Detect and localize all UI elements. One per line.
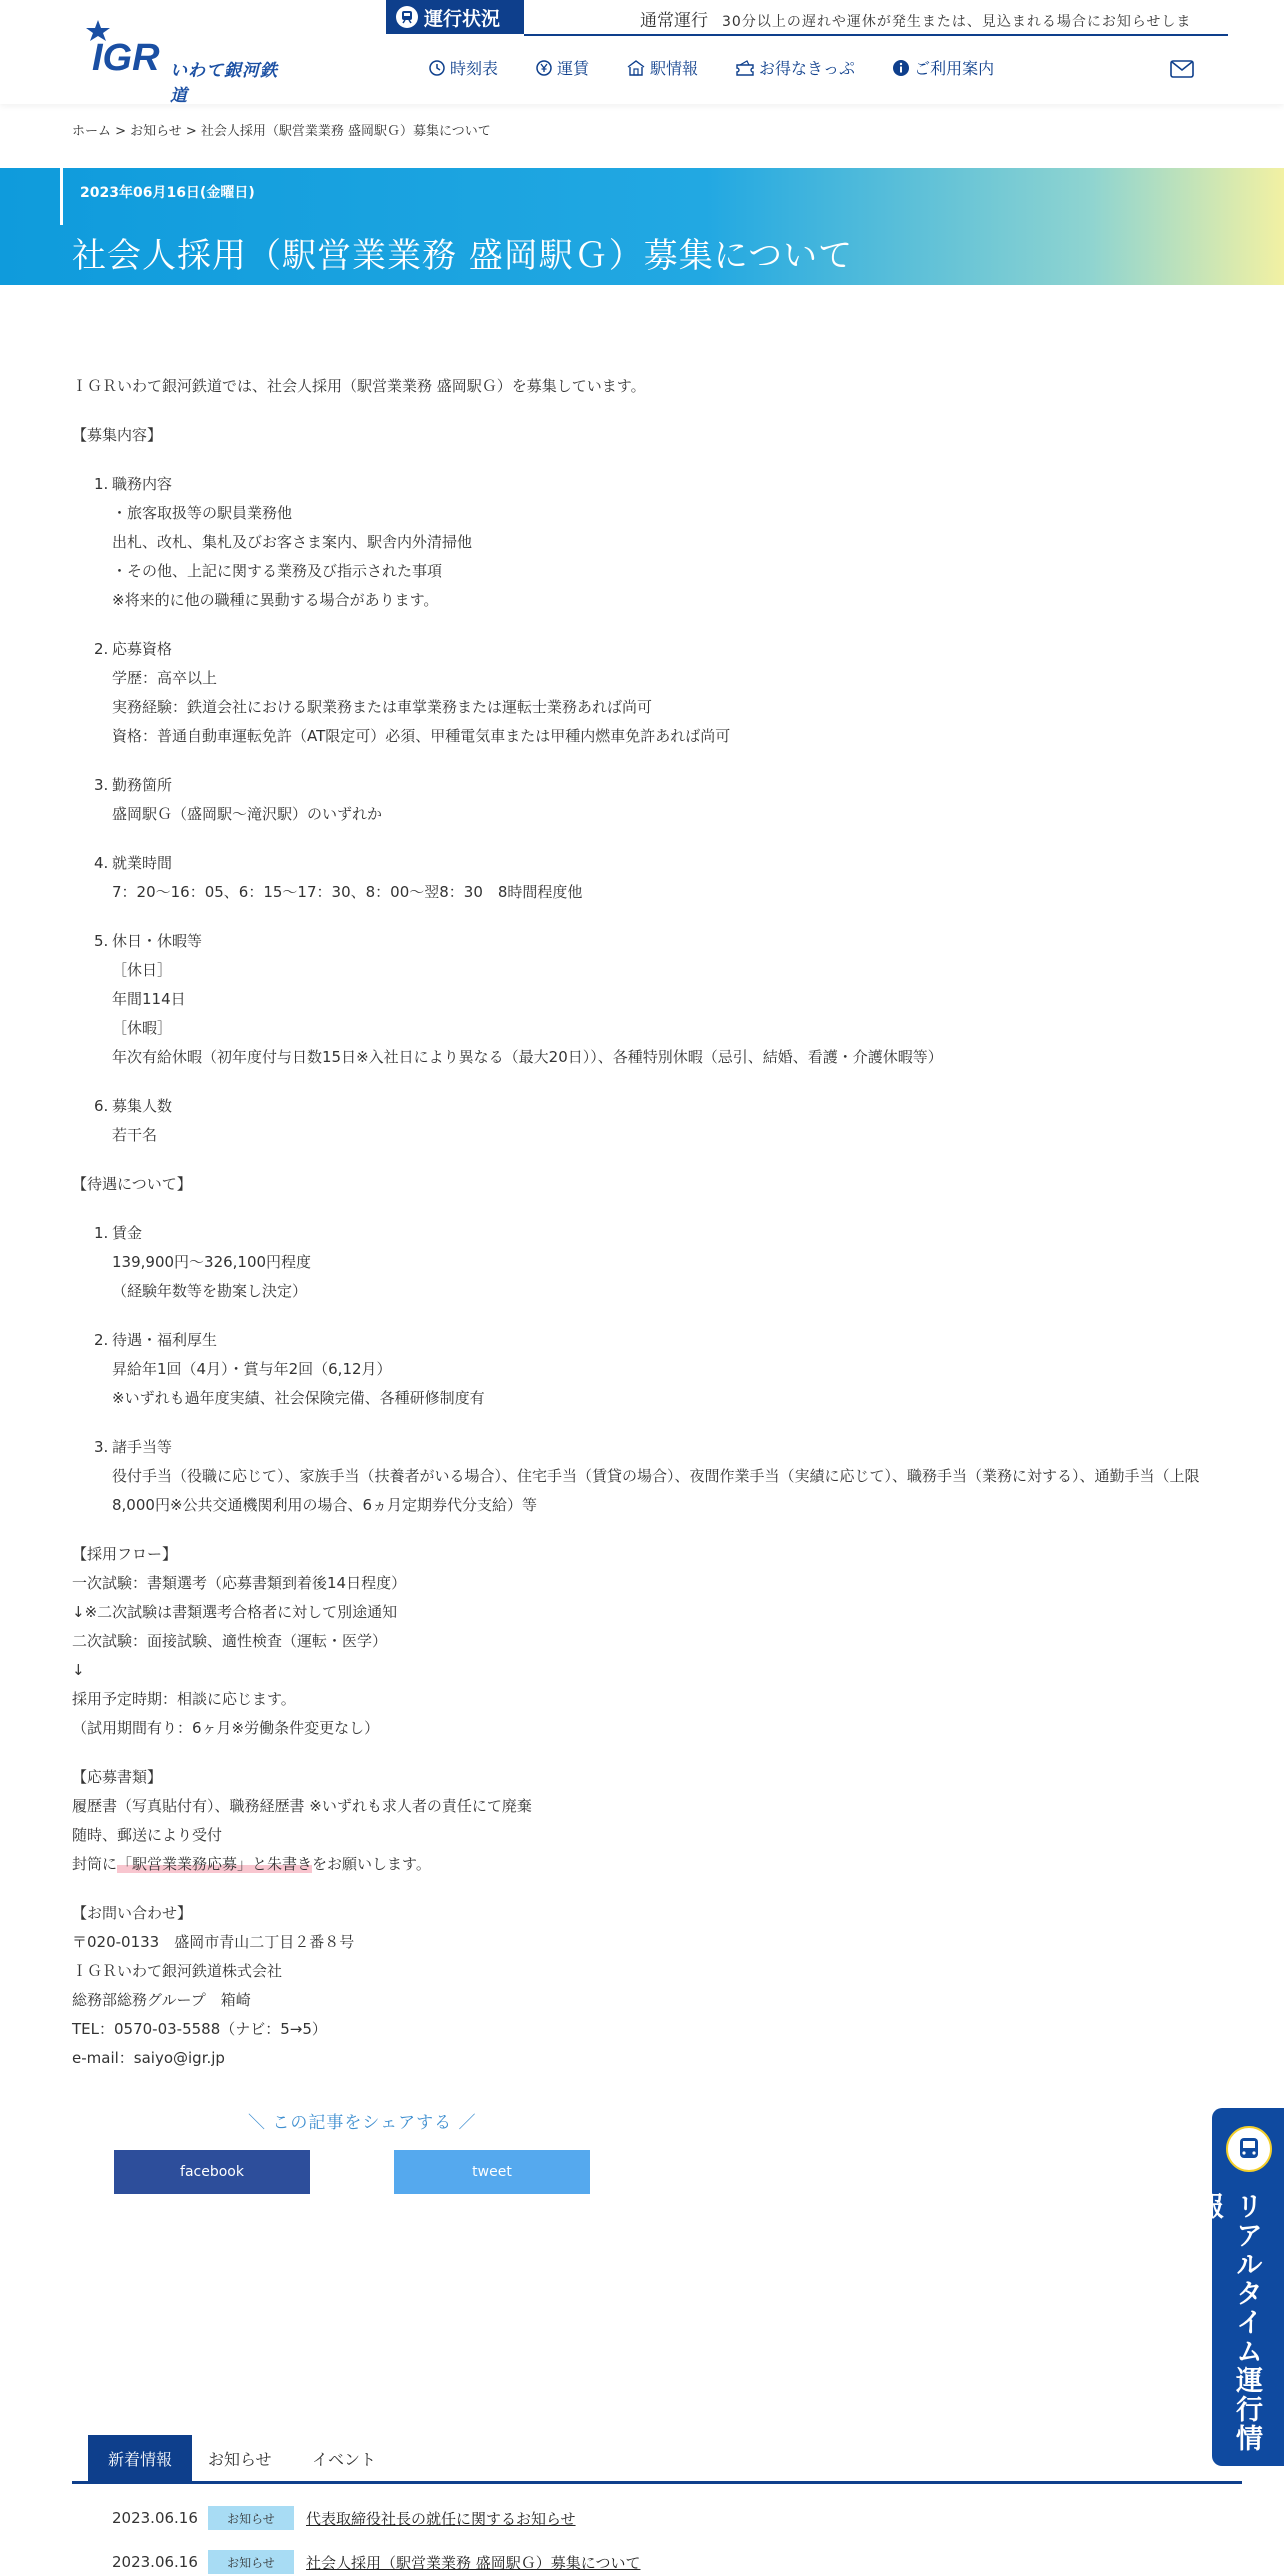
tab-notice[interactable]: お知らせ xyxy=(208,2449,272,2469)
service-status-label: 運行状況 xyxy=(424,7,501,30)
list-number: 1. xyxy=(94,1224,109,1242)
list-number: 3. xyxy=(94,776,109,794)
list-item-heading: 募集人数 xyxy=(112,1097,173,1115)
flow-line: 一次試験：書類選考（応募書類到着後14日程度） xyxy=(72,1574,407,1592)
section-heading: 【募集内容】 xyxy=(72,426,163,444)
mail-icon[interactable] xyxy=(1170,60,1194,78)
list-item-line: 出札、改札、集札及びお客さま案内、駅舎内外清掃他 xyxy=(112,533,473,551)
clock-icon xyxy=(428,59,446,77)
list-item-line: 年間114日 xyxy=(112,990,186,1008)
realtime-info-tab[interactable] xyxy=(1192,2108,1284,2466)
nav-tickets[interactable]: お得なきっぷ xyxy=(735,56,855,79)
list-item-line: 139,900円〜326,100円程度 xyxy=(112,1253,312,1271)
nav-timetable[interactable]: 時刻表 xyxy=(428,56,498,79)
news-category-badge: お知らせ xyxy=(208,2506,294,2530)
tab-new[interactable]: 新着情報 xyxy=(88,2435,192,2481)
station-icon xyxy=(626,59,646,77)
list-item-heading: 休日・休暇等 xyxy=(112,932,203,950)
list-item-line: 7：20〜16：05、6：15〜17：30、8：00〜翌8：30 8時間程度他 xyxy=(112,883,583,901)
article-body xyxy=(72,372,1232,2073)
docs-note: 封筒に「駅営業業務応募」と朱書きをお願いします。 xyxy=(72,1855,431,1873)
flow-line: ↓ xyxy=(72,1661,85,1679)
list-number: 3. xyxy=(94,1438,109,1456)
tweet-share-button[interactable]: tweet xyxy=(394,2150,590,2194)
docs-line: 随時、郵送により受付 xyxy=(72,1826,223,1844)
flow-line: 二次試験：面接試験、適性検査（運転・医学） xyxy=(72,1632,388,1650)
banner-accent-bar xyxy=(60,168,63,225)
list-item-heading: 応募資格 xyxy=(112,640,173,658)
list-number: 5. xyxy=(94,932,109,950)
list-item xyxy=(72,470,1232,615)
breadcrumb[interactable]: ホーム > お知らせ > 社会人採用（駅営業業務 盛岡駅Ｇ）募集について xyxy=(72,124,491,139)
logo-text: いわて銀河鉄道 xyxy=(170,61,278,106)
list-item-line: 年次有給休暇（初年度付与日数15日※入社日により異なる（最大20日））、各種特別休暇（忌引、結婚、看護・介護休暇等） xyxy=(112,1048,943,1066)
page-title: 社会人採用（駅営業業務 盛岡駅Ｇ）募集について xyxy=(72,236,854,276)
docs-heading: 【応募書類】 xyxy=(72,1768,163,1786)
news-link[interactable]: 社会人採用（駅営業業務 盛岡駅Ｇ）募集について xyxy=(306,2553,641,2572)
status-divider xyxy=(524,34,1228,36)
list-item xyxy=(72,1326,1232,1413)
list-item xyxy=(72,1219,1232,1306)
list-item-line: 実務経験：鉄道会社における駅業務または車掌業務または運転士業務あれば尚可 xyxy=(112,698,653,716)
list-item-heading: 賃金 xyxy=(112,1224,143,1242)
list-item xyxy=(72,927,1232,1072)
list-item-heading: 就業時間 xyxy=(112,854,173,872)
igr-logo-icon xyxy=(84,18,174,78)
share-heading: ＼ この記事をシェアする ／ xyxy=(248,2113,477,2133)
train-icon xyxy=(1226,2126,1272,2172)
list-item-heading: 諸手当等 xyxy=(112,1438,173,1456)
list-item-heading: 待遇・福利厚生 xyxy=(112,1331,218,1349)
flow-heading: 【採用フロー】 xyxy=(72,1545,178,1563)
title-banner xyxy=(0,168,1284,285)
news-tabs xyxy=(72,2435,1242,2484)
list-item-line: ・その他、上記に関する業務及び指示された事項 xyxy=(112,562,443,580)
news-date: 2023.06.16 xyxy=(112,2553,198,2571)
status-note: 30分以上の遅れや運休が発生または、見込まれる場合にお知らせしま xyxy=(722,14,1192,30)
news-list-item xyxy=(112,2506,576,2530)
nav-guide[interactable]: ご利用案内 xyxy=(892,56,994,79)
list-item xyxy=(72,635,1232,751)
site-header xyxy=(0,0,1284,104)
list-item-line: 若干名 xyxy=(112,1126,158,1144)
list-number: 4. xyxy=(94,854,109,872)
main-nav xyxy=(428,56,1031,79)
yen-icon xyxy=(535,59,553,77)
news-category-badge: お知らせ xyxy=(208,2550,294,2574)
flow-line: （試用期間有り：6ヶ月※労働条件変更なし） xyxy=(72,1719,380,1737)
list-number: 6. xyxy=(94,1097,109,1115)
contact-line: 〒020-0133 盛岡市青山二丁目２番８号 xyxy=(72,1933,355,1951)
highlighted-text: 「駅営業業務応募」と朱書き xyxy=(117,1855,313,1873)
list-item-line: 昇給年1回（4月）・賞与年2回（6,12月） xyxy=(112,1360,392,1378)
news-list-item xyxy=(112,2550,640,2574)
info-icon xyxy=(892,59,910,77)
docs-line: 履歴書（写真貼付有）、職務経歴書 ※いずれも求人者の責任にて廃棄 xyxy=(72,1797,532,1815)
contact-heading: 【お問い合わせ】 xyxy=(72,1904,193,1922)
list-item-line: 盛岡駅Ｇ（盛岡駅〜滝沢駅）のいずれか xyxy=(112,805,383,823)
list-number: 2. xyxy=(94,640,109,658)
list-item-line: 役付手当（役職に応じて）、家族手当（扶養者がいる場合）、住宅手当（賃貸の場合）、夜間作業手当（実績に応じて）、職務手当（業務に対する）、通勤手当（上限8,000円※公共交通機関利用の場合、6ヵ月定期券代分支給）等 xyxy=(112,1467,1200,1514)
list-item-heading: 勤務箇所 xyxy=(112,776,173,794)
section-heading: 【待遇について】 xyxy=(72,1175,192,1193)
list-item xyxy=(72,1433,1232,1520)
list-item xyxy=(72,771,1232,829)
tab-event[interactable]: イベント xyxy=(312,2449,377,2469)
contact-line: TEL：0570-03-5588（ナビ：5→5） xyxy=(72,2020,327,2038)
article-date: 2023年06月16日(金曜日) xyxy=(80,185,255,201)
list-number: 2. xyxy=(94,1331,109,1349)
list-item xyxy=(72,849,1232,907)
contact-line: ＩＧＲいわて銀河鉄道株式会社 xyxy=(72,1962,283,1980)
article-intro: ＩＧＲいわて銀河鉄道では、社会人採用（駅営業業務 盛岡駅Ｇ）を募集しています。 xyxy=(72,377,646,395)
news-date: 2023.06.16 xyxy=(112,2509,198,2527)
list-item-line: ※いずれも過年度実績、社会保険完備、各種研修制度有 xyxy=(112,1389,485,1407)
list-item xyxy=(72,1092,1232,1150)
status-main: 通常運行 xyxy=(640,11,708,31)
flow-line: 採用予定時期：相談に応じます。 xyxy=(72,1690,296,1708)
svg-text:IGR: IGR xyxy=(92,37,160,78)
list-item-line: （経験年数等を勘案し決定） xyxy=(112,1282,308,1300)
facebook-share-button[interactable]: facebook xyxy=(114,2150,310,2194)
list-item-line: ［休暇］ xyxy=(112,1019,173,1037)
contact-line: 総務部総務グループ 箱崎 xyxy=(72,1991,251,2009)
nav-fare[interactable]: 運賃 xyxy=(535,56,589,79)
list-item-line: 資格：普通自動車運転免許（AT限定可）必須、甲種電気車または甲種内燃車免許あれば尚可 xyxy=(112,727,731,745)
realtime-tab-label: リアルタイム運行情報 xyxy=(1192,2192,1262,2453)
service-status-text xyxy=(640,6,1191,31)
contact-line: e-mail：saiyo@igr.jp xyxy=(72,2049,225,2067)
list-item-line: ※将来的に他の職種に異動する場合があります。 xyxy=(112,591,439,609)
flow-line: ↓※二次試験は書類選考合格者に対して別途通知 xyxy=(72,1603,398,1621)
news-link[interactable]: 代表取締役社長の就任に関するお知らせ xyxy=(306,2509,576,2528)
nav-station-info[interactable]: 駅情報 xyxy=(626,56,698,79)
list-number: 1. xyxy=(94,475,109,493)
ticket-icon xyxy=(735,59,755,77)
list-item-line: 学歴：高卒以上 xyxy=(112,669,218,687)
site-logo[interactable] xyxy=(84,18,294,106)
list-item-line: ・旅客取扱等の駅員業務他 xyxy=(112,504,293,522)
list-item-heading: 職務内容 xyxy=(112,475,173,493)
list-item-line: ［休日］ xyxy=(112,961,173,979)
train-icon xyxy=(396,6,418,28)
service-status-badge[interactable] xyxy=(386,0,524,34)
